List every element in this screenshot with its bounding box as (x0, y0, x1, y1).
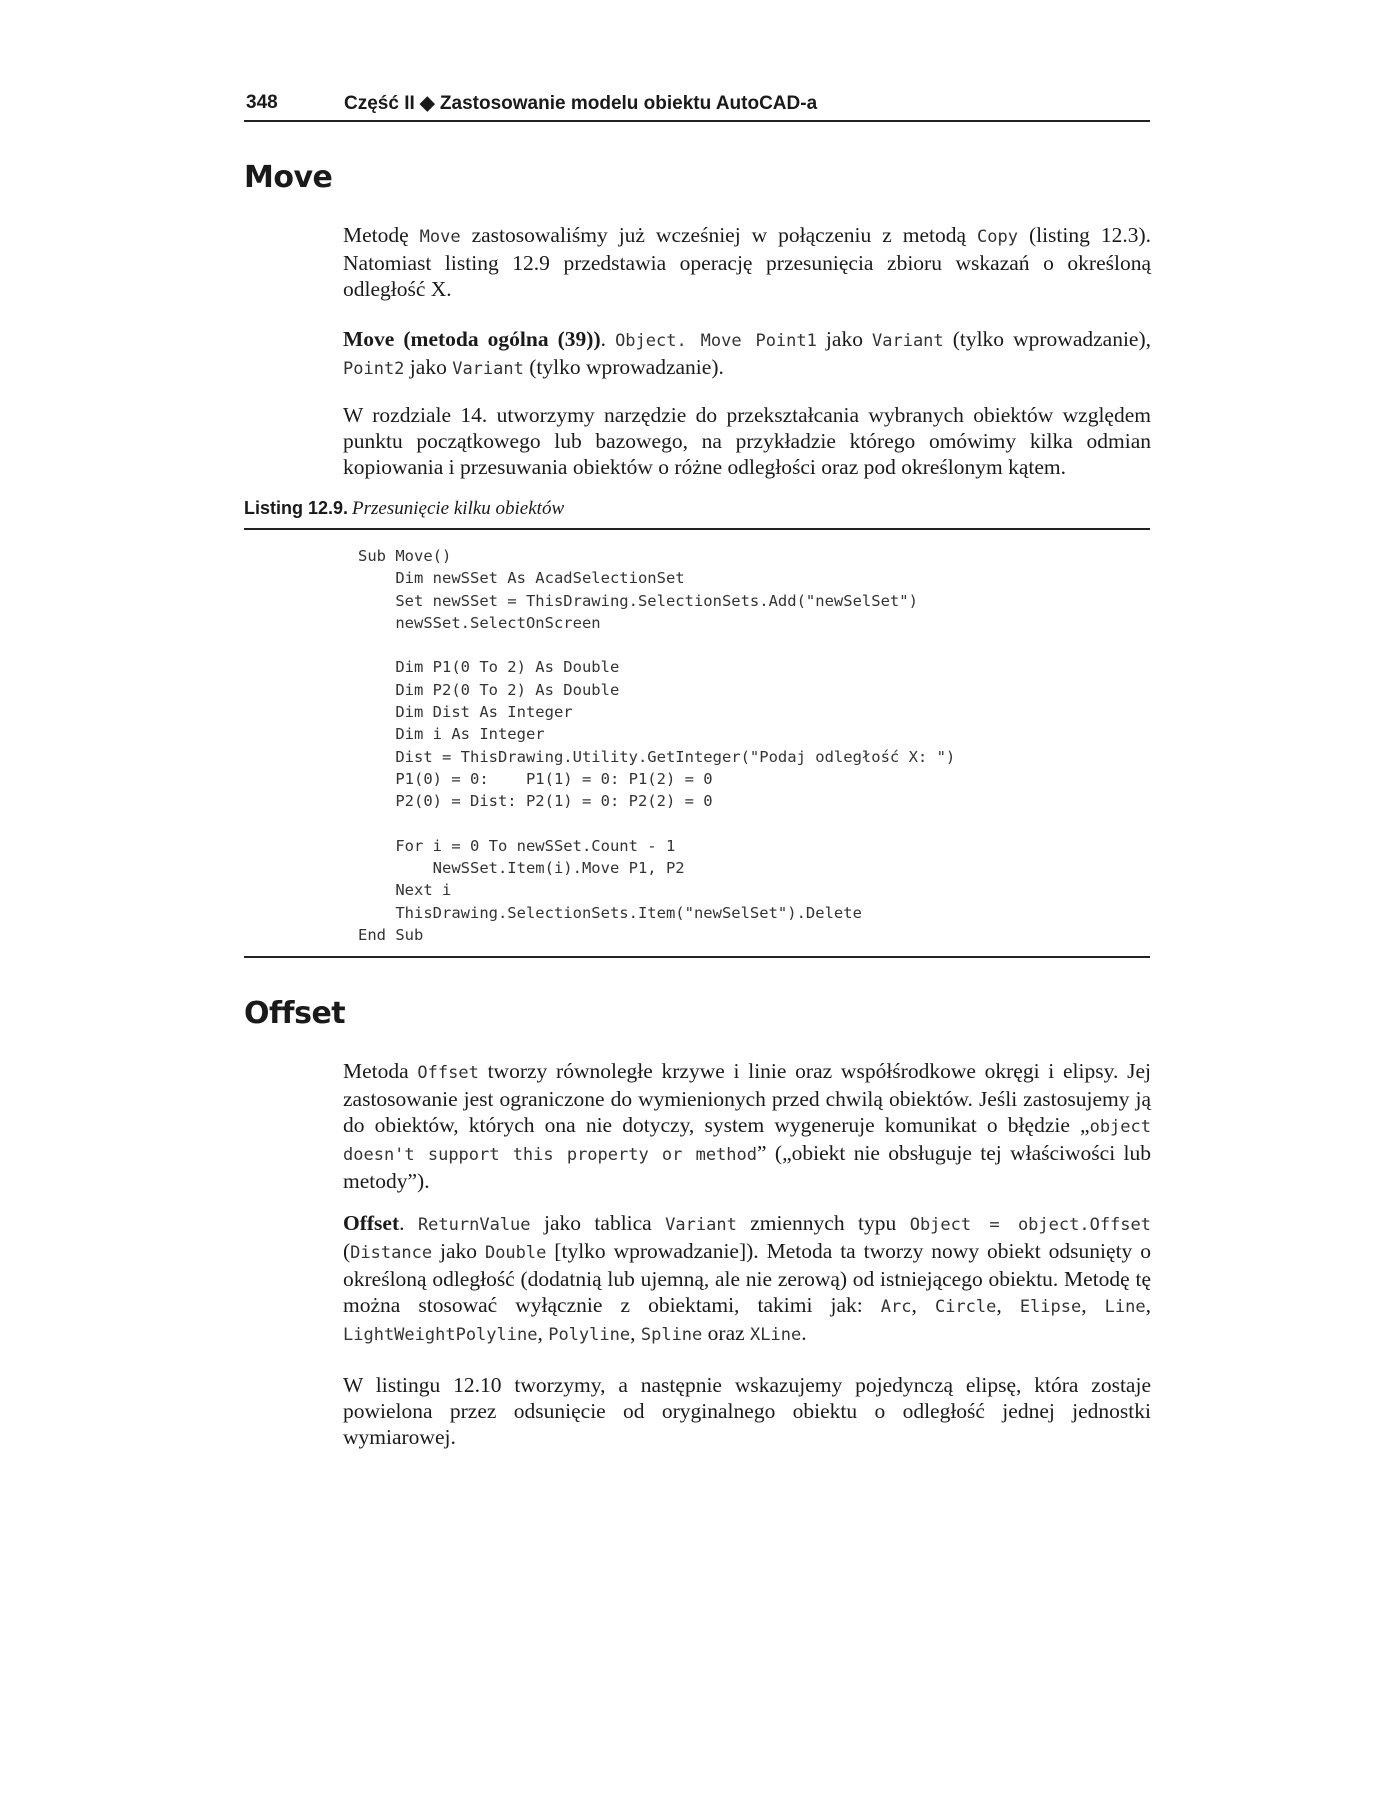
page-number: 348 (246, 92, 278, 113)
inline-code: Polyline (548, 1325, 631, 1345)
text-run: Metoda (343, 1059, 418, 1083)
text-run: (listing 12.3). Natomiast listing 12.9 przedstawia operację przesunięcia zbioru wskazań o określoną odległość X. (343, 223, 1151, 301)
text-run: , (996, 1293, 1020, 1317)
inline-code: Arc (880, 1297, 912, 1317)
paragraph (343, 1210, 1151, 1348)
inline-code: Point2 (343, 359, 405, 379)
inline-code: Offset (417, 1063, 479, 1083)
inline-code: Spline (640, 1325, 703, 1345)
inline-code: Elipse (1019, 1297, 1082, 1317)
text-run: (tylko wprowadzanie), (943, 327, 1152, 351)
section-heading-offset: Offset (244, 996, 346, 1031)
inline-code: object doesn't support this property or method (343, 1117, 1151, 1165)
text-run: tworzy równoległe krzywe i linie oraz współśrodkowe okręgi i elipsy. Jej zastosowanie jest ograniczone do wymienionych przed chwilą obiektów. Jeśli zastosujemy ją do obiektów, których ona nie dotyczy, system wygeneruje komunikat o błędzie „ (343, 1059, 1151, 1137)
text-run: , (630, 1321, 641, 1345)
inline-code: Double (484, 1243, 547, 1263)
inline-code: Variant (665, 1215, 737, 1235)
inline-code: Line (1104, 1297, 1146, 1317)
paragraph (343, 326, 1151, 382)
text-run: jako (432, 1239, 485, 1263)
paragraph (343, 1372, 1151, 1450)
inline-code: Object. Move Point1 (615, 331, 817, 351)
inline-code: Object = object.Offset (909, 1215, 1151, 1235)
paragraph (343, 1058, 1151, 1194)
text-run: , (911, 1293, 935, 1317)
bold-term: Move (metoda ogólna (39)) (343, 327, 601, 351)
text-run: jako (816, 327, 872, 351)
text-run: (tylko wprowadzanie). (523, 355, 724, 379)
inline-code: Variant (872, 331, 944, 351)
running-header (244, 90, 1150, 122)
inline-code: Circle (934, 1297, 997, 1317)
paragraph (343, 402, 1151, 480)
inline-code: ReturnValue (417, 1215, 531, 1235)
text-run: , (537, 1321, 549, 1345)
code-listing: Sub Move() Dim newSSet As AcadSelectionSet Set newSSet = ThisDrawing.SelectionSets.Add("newSelSet") newSSet.SelectOnScreen Dim P1(0 To 2) As Double Dim P2(0 To 2) As Double Dim Dist As Integer Dim i As Integer Dist = ThisDrawing.Utility.GetInteger("Podaj odległość X: ") P1(0) = 0: P1(1) = 0: P1(2) = 0 P2(0) = Dist: P2(1) = 0: P2(2) = 0 For i = 0 To newSSet.Count - 1 NewSSet.Item(i).Move P1, P2 Next i ThisDrawing.SelectionSets.Item("newSelSet").Delete End Sub (358, 547, 956, 945)
running-title: Część II ◆ Zastosowanie modelu obiektu AutoCAD-a (344, 93, 818, 114)
section-heading-move: Move (244, 160, 333, 195)
text-run: zastosowaliśmy już wcześniej w połączeniu z metodą (460, 223, 978, 247)
text-run: [tylko wprowadzanie]). Metoda ta tworzy nowy obiekt odsunięty o określoną odległość (dodatnią lub ujemną, ale nie zerową) od istniejącego obiektu. Metodę tę można stosować wyłącznie z obiektami, takimi jak: (343, 1239, 1151, 1317)
inline-code: Variant (452, 359, 524, 379)
text-run: , (1081, 1293, 1105, 1317)
inline-code: Copy (977, 227, 1018, 247)
text-run: ” („obiekt nie obsługuje tej właściwości lub metody”). (343, 1141, 1151, 1193)
listing-title: Przesunięcie kilku obiektów (352, 498, 565, 519)
text-run: oraz (702, 1321, 751, 1345)
inline-code: LightWeightPolyline (343, 1325, 538, 1345)
text-run: . (801, 1321, 807, 1345)
text-run: . (600, 327, 616, 351)
text-run: ( (343, 1239, 351, 1263)
text-run: jako (404, 355, 453, 379)
inline-code: Move (419, 227, 461, 247)
text-run: jako tablica (530, 1211, 666, 1235)
paragraph (343, 222, 1151, 302)
listing-divider (244, 956, 1150, 958)
listing-label: Listing 12.9. (244, 498, 349, 518)
text-run: W rozdziale 14. utworzymy narzędzie do przekształcania wybranych obiektów względem punktu początkowego lub bazowego, na przykładzie którego omówimy kilka odmian kopiowania i przesuwania obiektów o różne odległości oraz pod określonym kątem. (343, 403, 1151, 479)
inline-code: XLine (750, 1325, 802, 1345)
text-run: . (399, 1211, 418, 1235)
text-run: W listingu 12.10 tworzymy, a następnie wskazujemy pojedynczą elipsę, która zostaje powielona przez odsunięcie od oryginalnego obiektu o odległość jednej jednostki wymiarowej. (343, 1373, 1151, 1449)
bold-term: Offset (343, 1211, 400, 1235)
listing-caption (244, 498, 1150, 530)
text-run: , (1145, 1293, 1151, 1317)
text-run: Metodę (343, 223, 420, 247)
inline-code: Distance (350, 1243, 433, 1263)
text-run: zmiennych typu (736, 1211, 910, 1235)
